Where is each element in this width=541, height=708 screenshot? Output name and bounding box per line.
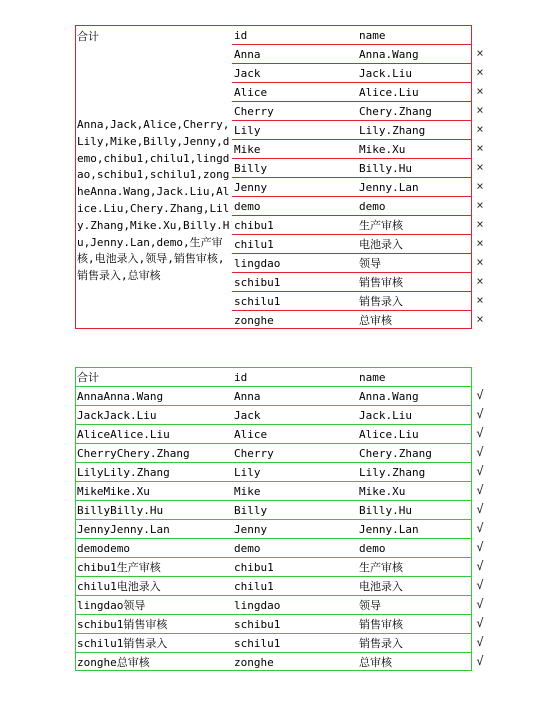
cell-sum: demodemo bbox=[77, 542, 130, 555]
column-header-id: id bbox=[234, 371, 248, 384]
cell-sum: JennyJenny.Lan bbox=[77, 523, 170, 536]
cell-sum: AliceAlice.Liu bbox=[77, 428, 170, 441]
check-mark-icon: √ bbox=[476, 597, 484, 611]
summary-cell bbox=[76, 26, 231, 328]
fail-mark-icon: × bbox=[476, 103, 484, 117]
fail-mark-icon: × bbox=[476, 236, 484, 250]
cell-name: 电池录入 bbox=[359, 580, 403, 593]
cell-name: Chery.Zhang bbox=[359, 447, 432, 460]
cell-name: Chery.Zhang bbox=[359, 105, 432, 118]
row-divider bbox=[232, 82, 471, 83]
cell-name: Alice.Liu bbox=[359, 428, 419, 441]
cell-id: demo bbox=[234, 200, 261, 213]
cell-name: Lily.Zhang bbox=[359, 124, 426, 137]
cell-name: 总审核 bbox=[359, 314, 392, 327]
fail-mark-icon: × bbox=[476, 255, 484, 269]
cell-id: zonghe bbox=[234, 314, 274, 327]
cell-name: Jack.Liu bbox=[359, 409, 412, 422]
row-divider bbox=[232, 63, 471, 64]
cell-name: Alice.Liu bbox=[359, 86, 419, 99]
fail-mark-icon: × bbox=[476, 293, 484, 307]
cell-id: Cherry bbox=[234, 447, 274, 460]
cell-name: Billy.Hu bbox=[359, 504, 412, 517]
cell-id: Jenny bbox=[234, 523, 268, 536]
check-mark-icon: √ bbox=[476, 521, 484, 535]
check-mark-icon: √ bbox=[476, 407, 484, 421]
cell-id: demo bbox=[234, 542, 261, 555]
column-header-id: id bbox=[234, 29, 248, 42]
cell-name: 总审核 bbox=[359, 656, 392, 669]
check-mark-icon: √ bbox=[476, 502, 484, 516]
cell-name: Mike.Xu bbox=[359, 485, 406, 498]
cell-id: chibu1 bbox=[234, 561, 274, 574]
fail-mark-icon: × bbox=[476, 217, 484, 231]
row-divider bbox=[76, 538, 471, 539]
cell-name: 生产审核 bbox=[359, 561, 403, 574]
table-failed bbox=[75, 25, 472, 329]
cell-sum: BillyBilly.Hu bbox=[77, 504, 164, 517]
cell-name: Lily.Zhang bbox=[359, 466, 426, 479]
cell-sum: MikeMike.Xu bbox=[77, 485, 150, 498]
check-mark-icon: √ bbox=[476, 464, 484, 478]
check-mark-icon: √ bbox=[476, 559, 484, 573]
cell-id: Anna bbox=[234, 390, 261, 403]
row-divider bbox=[232, 158, 471, 159]
check-mark-icon: √ bbox=[476, 635, 484, 649]
cell-name: Billy.Hu bbox=[359, 162, 412, 175]
table-passed bbox=[75, 367, 472, 671]
row-divider bbox=[232, 44, 471, 45]
check-mark-icon: √ bbox=[476, 578, 484, 592]
cell-id: schilu1 bbox=[234, 295, 281, 308]
check-mark-icon: √ bbox=[476, 540, 484, 554]
cell-id: lingdao bbox=[234, 257, 281, 270]
cell-name: Jenny.Lan bbox=[359, 523, 419, 536]
cell-id: schilu1 bbox=[234, 637, 281, 650]
cell-id: Jack bbox=[234, 67, 261, 80]
summary-value: Anna,Jack,Alice,Cherry,Lily,Mike,Billy,Jenny,demo,chibu1,chilu1,lingdao,schibu1,schilu1,zongheAnna.Wang,Jack.Liu,Alice.Liu,Chery.Zhang,Lily.Zhang,Mike.Xu,Billy.Hu,Jenny.Lan,demo,生产审核,电池录入,领导,销售审核,销售录入,总审核 bbox=[77, 118, 230, 283]
cell-id: Billy bbox=[234, 504, 268, 517]
cell-id: lingdao bbox=[234, 599, 281, 612]
cell-name: Jenny.Lan bbox=[359, 181, 419, 194]
cell-id: Cherry bbox=[234, 105, 274, 118]
cell-id: Mike bbox=[234, 485, 261, 498]
fail-mark-icon: × bbox=[476, 141, 484, 155]
cell-id: Alice bbox=[234, 428, 268, 441]
cell-name: 销售录入 bbox=[359, 295, 403, 308]
fail-mark-icon: × bbox=[476, 312, 484, 326]
cell-name: 生产审核 bbox=[359, 219, 403, 232]
cell-id: Lily bbox=[234, 466, 261, 479]
cell-sum: lingdao领导 bbox=[77, 599, 146, 612]
cell-name: 销售审核 bbox=[359, 276, 403, 289]
cell-id: zonghe bbox=[234, 656, 274, 669]
check-mark-icon: √ bbox=[476, 616, 484, 630]
cell-sum: zonghe总审核 bbox=[77, 656, 150, 669]
cell-sum: schilu1销售录入 bbox=[77, 637, 168, 650]
fail-mark-icon: × bbox=[476, 84, 484, 98]
cell-sum: AnnaAnna.Wang bbox=[77, 390, 164, 403]
cell-id: Mike bbox=[234, 143, 261, 156]
cell-sum: JackJack.Liu bbox=[77, 409, 157, 422]
fail-mark-icon: × bbox=[476, 122, 484, 136]
cell-name: 领导 bbox=[359, 257, 381, 270]
cell-name: demo bbox=[359, 200, 386, 213]
cell-id: chilu1 bbox=[234, 238, 274, 251]
cell-id: Billy bbox=[234, 162, 268, 175]
cell-id: chibu1 bbox=[234, 219, 274, 232]
fail-mark-icon: × bbox=[476, 160, 484, 174]
cell-id: Jack bbox=[234, 409, 261, 422]
cell-id: Alice bbox=[234, 86, 268, 99]
cell-sum: chilu1电池录入 bbox=[77, 580, 161, 593]
cell-id: Jenny bbox=[234, 181, 268, 194]
row-divider bbox=[232, 120, 471, 121]
row-divider bbox=[232, 139, 471, 140]
cell-sum: CherryChery.Zhang bbox=[77, 447, 190, 460]
cell-id: schibu1 bbox=[234, 618, 281, 631]
cell-name: Anna.Wang bbox=[359, 390, 419, 403]
check-mark-icon: √ bbox=[476, 445, 484, 459]
fail-mark-icon: × bbox=[476, 179, 484, 193]
fail-mark-icon: × bbox=[476, 65, 484, 79]
column-header-sum: 合计 bbox=[77, 371, 99, 384]
cell-name: Anna.Wang bbox=[359, 48, 419, 61]
cell-name: Mike.Xu bbox=[359, 143, 406, 156]
cell-id: chilu1 bbox=[234, 580, 274, 593]
cell-name: 销售审核 bbox=[359, 618, 403, 631]
fail-mark-icon: × bbox=[476, 274, 484, 288]
cell-name: demo bbox=[359, 542, 386, 555]
fail-mark-icon: × bbox=[476, 46, 484, 60]
cell-id: Lily bbox=[234, 124, 261, 137]
cell-name: 电池录入 bbox=[359, 238, 403, 251]
fail-mark-icon: × bbox=[476, 198, 484, 212]
cell-sum: chibu1生产审核 bbox=[77, 561, 161, 574]
cell-name: 领导 bbox=[359, 599, 381, 612]
summary-header: 合计 bbox=[77, 30, 99, 43]
check-mark-icon: √ bbox=[476, 388, 484, 402]
check-mark-icon: √ bbox=[476, 483, 484, 497]
column-header-name: name bbox=[359, 371, 386, 384]
row-divider bbox=[232, 196, 471, 197]
cell-id: schibu1 bbox=[234, 276, 281, 289]
cell-sum: schibu1销售审核 bbox=[77, 618, 168, 631]
cell-name: 销售录入 bbox=[359, 637, 403, 650]
row-divider bbox=[232, 177, 471, 178]
column-header-name: name bbox=[359, 29, 386, 42]
cell-name: Jack.Liu bbox=[359, 67, 412, 80]
cell-id: Anna bbox=[234, 48, 261, 61]
cell-sum: LilyLily.Zhang bbox=[77, 466, 170, 479]
check-mark-icon: √ bbox=[476, 654, 484, 668]
check-mark-icon: √ bbox=[476, 426, 484, 440]
